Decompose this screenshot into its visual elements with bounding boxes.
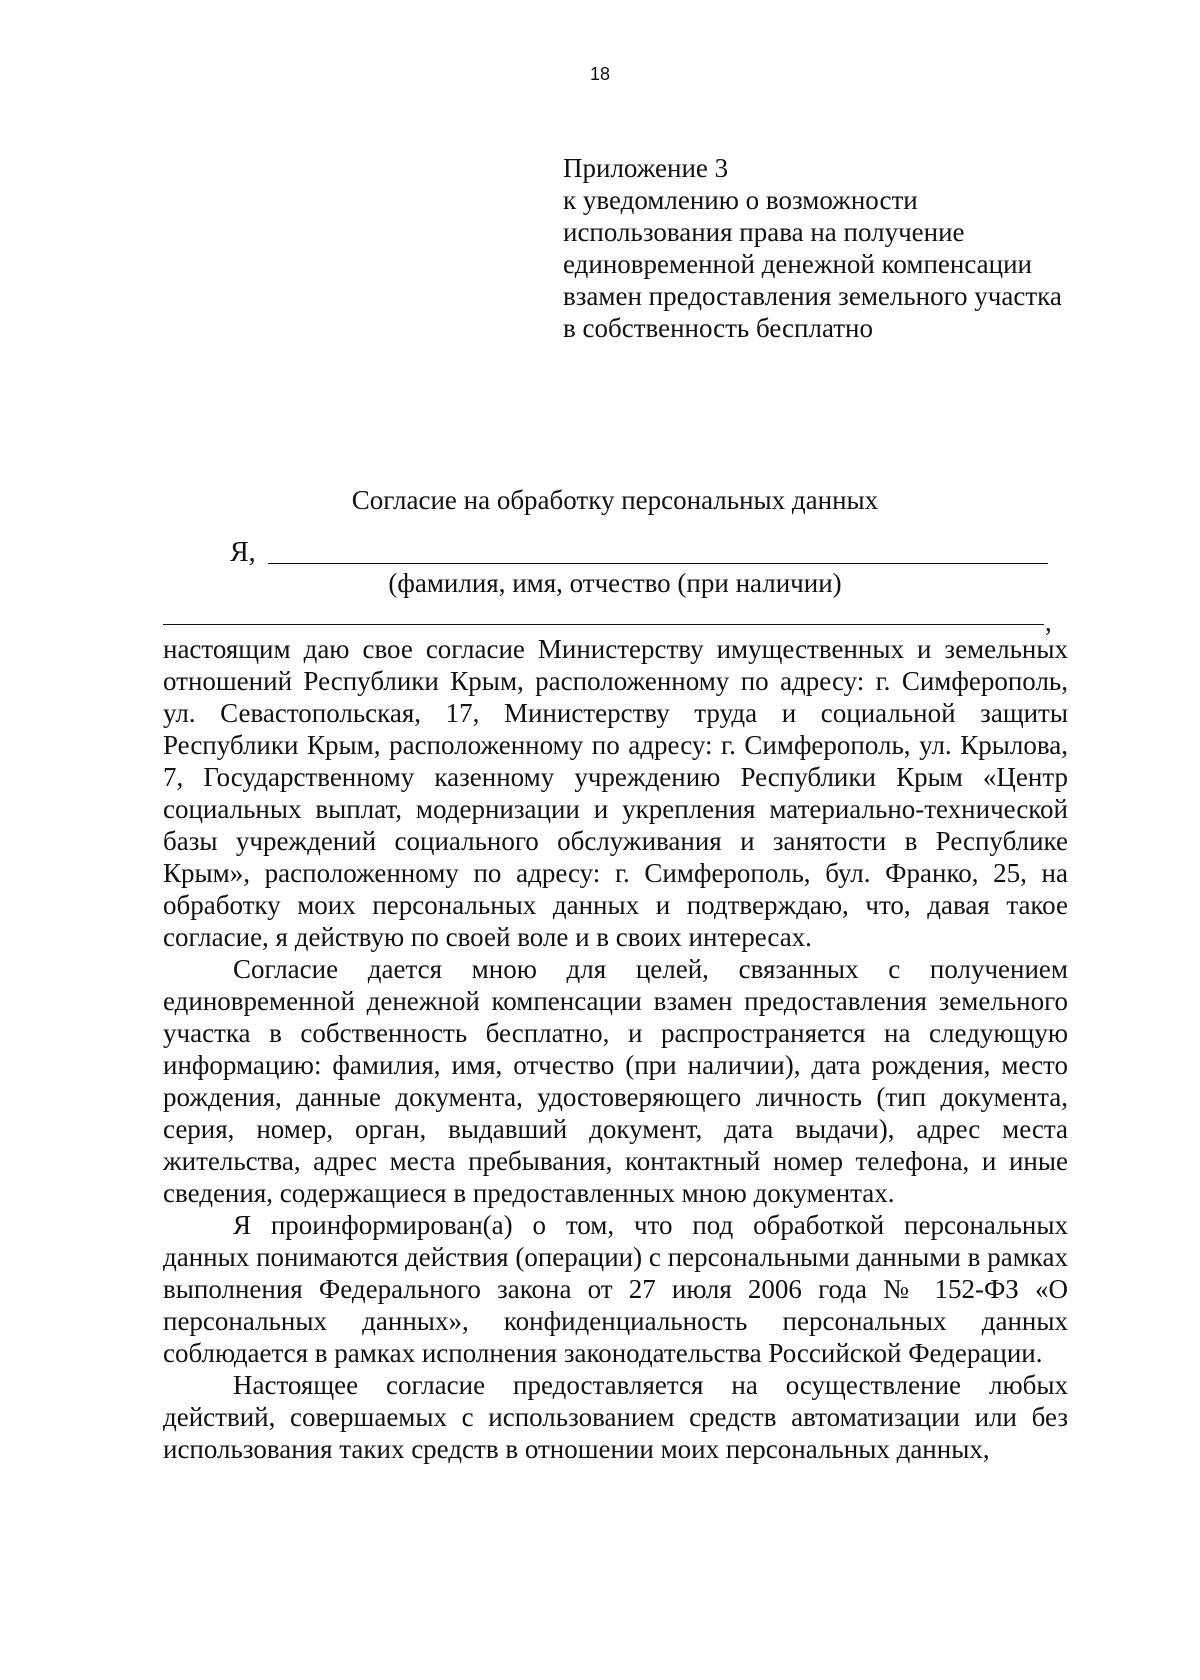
document-title: Согласие на обработку персональных данных — [351, 485, 879, 515]
blank-fill-line — [163, 624, 1044, 625]
appendix-line: Приложение 3 — [563, 153, 729, 183]
appendix-line: единовременной денежной компенсации — [563, 249, 1032, 279]
paragraph-purpose: Согласие дается мною для целей, связанных с получением единовременной денежной компенсации взамен предоставления земельного участка в собственность бесплатно, и распространяется на следующую информацию: фамилия, имя, отчество (при наличии), дата рождения, место рождения, данные документа, удостоверяющего личность (тип документа, серия, номер, орган, выдавший документ, дата выдачи), адрес места жительства, адрес места пребывания, контактный номер телефона, и иные сведения, содержащиеся в предоставленных мною документах. — [163, 954, 1068, 1208]
fio-caption: (фамилия, имя, отчество (при наличии) — [388, 568, 842, 598]
appendix-line: взамен предоставления земельного участка — [563, 281, 1062, 311]
paragraph-scope: Настоящее согласие предоставляется на осуществление любых действий, совершаемых с использованием средств автоматизации или без использования таких средств в отношении моих персональных данных, — [163, 1370, 1068, 1464]
consent-body — [163, 633, 1068, 1465]
appendix-line: к уведомлению о возможности — [563, 185, 918, 215]
page-number: 18 — [589, 64, 611, 84]
appendix-header — [563, 152, 1103, 344]
paragraph-consent-recipients: настоящим даю свое согласие Министерству имущественных и земельных отношений Республики Крым, расположенному по адресу: г. Симферополь, ул. Севастопольская, 17, Министерству труда и социальной защиты Республики Крым, расположенному по адресу: г. Симферополь, ул. Крылова, 7, Государственному казенному учреждению Республики Крым «Центр социальных выплат, модернизации и укрепления материально-технической базы учреждений социального обслуживания и занятости в Республике Крым», расположенному по адресу: г. Симферополь, бул. Франко, 25, на обработку моих персональных данных и подтверждаю, что, давая такое согласие, я действую по своей воле и в своих интересах. — [163, 634, 1068, 952]
ya-label: Я, — [230, 537, 256, 568]
paragraph-informed: Я проинформирован(а) о том, что под обработкой персональных данных понимаются действия (операции) с персональными данными в рамках выполнения Федерального закона от 27 июля 2006 года № 152-ФЗ «О персональных данных», конфиденциальность персональных данных соблюдается в рамках исполнения законодательства Российской Федерации. — [163, 1210, 1068, 1368]
appendix-line: использования права на получение — [563, 217, 965, 247]
appendix-line: в собственность бесплатно — [563, 313, 873, 343]
name-fill-line — [268, 563, 1048, 564]
blank-comma: , — [1045, 607, 1052, 637]
